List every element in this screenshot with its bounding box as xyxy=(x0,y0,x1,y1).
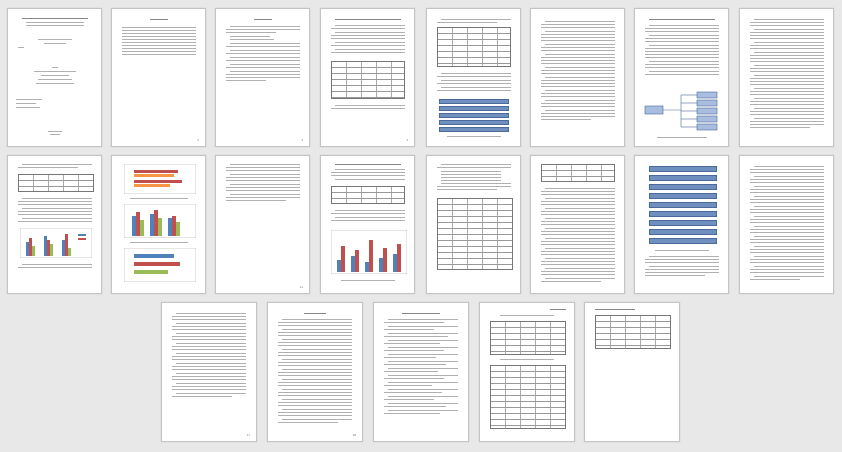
page-thumbnail-12[interactable] xyxy=(320,155,415,294)
list-box xyxy=(649,184,717,190)
page-thumbnail-4[interactable] xyxy=(320,8,415,147)
diagram-box xyxy=(439,113,509,118)
page-thumbnail-9[interactable] xyxy=(7,155,102,294)
page-thumbnail-5[interactable] xyxy=(426,8,521,147)
page-thumbnail-10[interactable] xyxy=(111,155,206,294)
page-thumbnail-19[interactable] xyxy=(373,302,469,442)
table xyxy=(331,61,405,99)
page-number: 11 xyxy=(299,285,303,289)
list-box xyxy=(649,229,717,235)
diagram-box xyxy=(439,106,509,111)
page-number: 2 xyxy=(197,138,199,142)
page-number: 3 xyxy=(301,138,303,142)
bar-chart xyxy=(20,228,92,258)
tree-diagram xyxy=(643,87,723,133)
page-thumbnail-17[interactable] xyxy=(161,302,257,442)
page-thumbnail-14[interactable] xyxy=(530,155,625,294)
list-box xyxy=(649,220,717,226)
page-thumbnail-21[interactable] xyxy=(584,302,680,442)
page-thumbnail-1[interactable] xyxy=(7,8,102,147)
diagram-box xyxy=(439,120,509,125)
list-box xyxy=(649,193,717,199)
table xyxy=(541,164,615,182)
list-box xyxy=(649,238,717,244)
page-thumbnail-20[interactable] xyxy=(479,302,575,442)
column-chart xyxy=(124,204,196,238)
table xyxy=(18,174,94,192)
list-box xyxy=(649,202,717,208)
column-chart xyxy=(331,230,407,274)
diagram-box xyxy=(439,99,509,104)
page-number: 17 xyxy=(246,433,250,437)
page-number: 4 xyxy=(406,138,408,142)
table xyxy=(331,186,405,204)
page-thumbnail-11[interactable] xyxy=(215,155,310,294)
page-thumbnail-3[interactable] xyxy=(215,8,310,147)
table xyxy=(490,365,566,429)
page-number: 18 xyxy=(352,433,356,437)
page-thumbnail-7[interactable] xyxy=(634,8,729,147)
page-thumbnail-18[interactable] xyxy=(267,302,363,442)
list-box xyxy=(649,211,717,217)
table xyxy=(437,27,511,67)
table xyxy=(437,198,513,270)
horizontal-bar-chart xyxy=(124,164,196,194)
page-thumbnail-2[interactable] xyxy=(111,8,206,147)
horizontal-bar-chart xyxy=(124,248,196,282)
page-thumbnail-6[interactable] xyxy=(530,8,625,147)
page-thumbnail-8[interactable] xyxy=(739,8,834,147)
table xyxy=(595,315,671,349)
diagram-box xyxy=(439,127,509,132)
page-thumbnail-15[interactable] xyxy=(634,155,729,294)
list-box xyxy=(649,175,717,181)
page-thumbnail-16[interactable] xyxy=(739,155,834,294)
list-box xyxy=(649,166,717,172)
table xyxy=(490,321,566,355)
page-thumbnail-13[interactable] xyxy=(426,155,521,294)
